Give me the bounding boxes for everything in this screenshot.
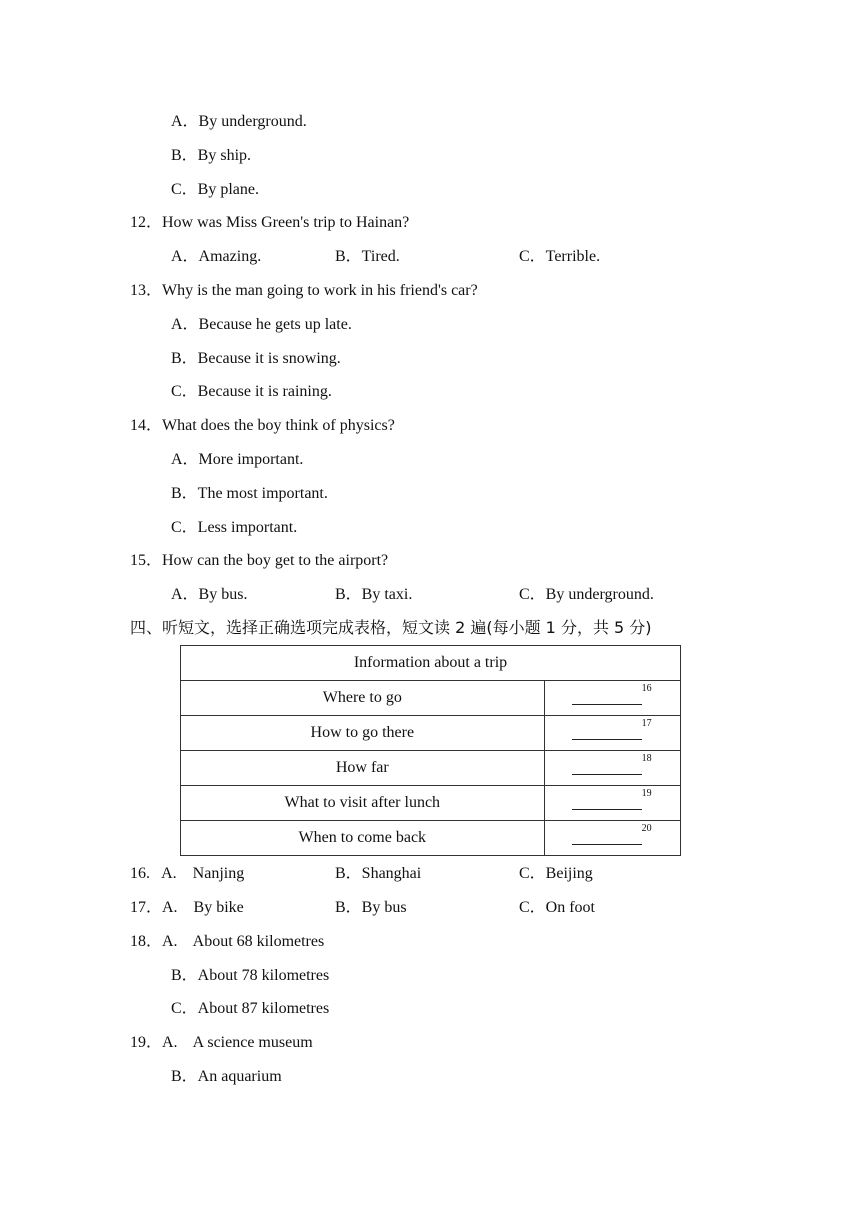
table-row-label: How far [181, 751, 545, 786]
q18-option-c: C．About 87 kilometres [171, 1000, 330, 1017]
q15-option-c: C．By underground. [519, 586, 654, 603]
table-row-label: How to go there [181, 716, 545, 751]
table-row [181, 821, 681, 856]
blank-number: 18 [641, 753, 652, 764]
answer-blank [544, 821, 680, 856]
q14-option-b: B．The most important. [171, 485, 328, 502]
q13-option-a: A．Because he gets up late. [171, 316, 352, 333]
q13-option-b: B．Because it is snowing. [171, 350, 341, 367]
q11-option-b: B．By ship. [171, 147, 252, 164]
q11-option-c: C．By plane. [171, 181, 259, 198]
answer-blank [544, 786, 680, 821]
table-row-label: Where to go [181, 681, 545, 716]
blank-line [572, 793, 642, 810]
blank-number: 20 [641, 823, 652, 834]
table-row [181, 786, 681, 821]
q12-question: 12．How was Miss Green's trip to Hainan? [130, 214, 410, 231]
q14-option-c: C．Less important. [171, 519, 298, 536]
q13-question: 13．Why is the man going to work in his friend's car? [130, 282, 478, 299]
q15-option-b: B．By taxi. [335, 586, 413, 603]
q17-option-b: B．By bus [335, 899, 407, 916]
q15-question: 15．How can the boy get to the airport? [130, 552, 389, 569]
q19-option-a: 19．A. A science museum [130, 1034, 313, 1051]
blank-number: 17 [641, 718, 652, 729]
answer-blank [544, 751, 680, 786]
table-title: Information about a trip [181, 646, 681, 681]
q16-option-a: 16. A. Nanjing [130, 865, 245, 882]
q19-option-b: B．An aquarium [171, 1068, 282, 1085]
q18-option-b: B．About 78 kilometres [171, 967, 330, 984]
trip-info-table [180, 645, 681, 856]
blank-line [572, 688, 642, 705]
q14-question: 14．What does the boy think of physics? [130, 417, 395, 434]
table-row [181, 681, 681, 716]
blank-line [572, 723, 642, 740]
q12-option-b: B．Tired. [335, 248, 400, 265]
answer-blank [544, 716, 680, 751]
q13-option-c: C．Because it is raining. [171, 383, 332, 400]
blank-number: 16 [641, 683, 652, 694]
blank-line [572, 828, 642, 845]
table-title-row [181, 646, 681, 681]
blank-number: 19 [641, 788, 652, 799]
q16-option-b: B．Shanghai [335, 865, 422, 882]
q14-option-a: A．More important. [171, 451, 304, 468]
q12-option-c: C．Terrible. [519, 248, 601, 265]
blank-line [572, 758, 642, 775]
table-row [181, 751, 681, 786]
q16-option-c: C．Beijing [519, 865, 593, 882]
answer-blank [544, 681, 680, 716]
q17-option-c: C．On foot [519, 899, 596, 916]
table-row-label: What to visit after lunch [181, 786, 545, 821]
q12-option-a: A．Amazing. [171, 248, 262, 265]
table-row-label: When to come back [181, 821, 545, 856]
q18-option-a: 18．A. About 68 kilometres [130, 933, 325, 950]
table-row [181, 716, 681, 751]
section-four-heading: 四、听短文，选择正确选项完成表格，短文读 2 遍(每小题 1 分，共 5 分) [130, 618, 652, 637]
q11-option-a: A．By underground. [171, 113, 307, 130]
q15-option-a: A．By bus. [171, 586, 248, 603]
q17-option-a: 17．A. By bike [130, 899, 244, 916]
